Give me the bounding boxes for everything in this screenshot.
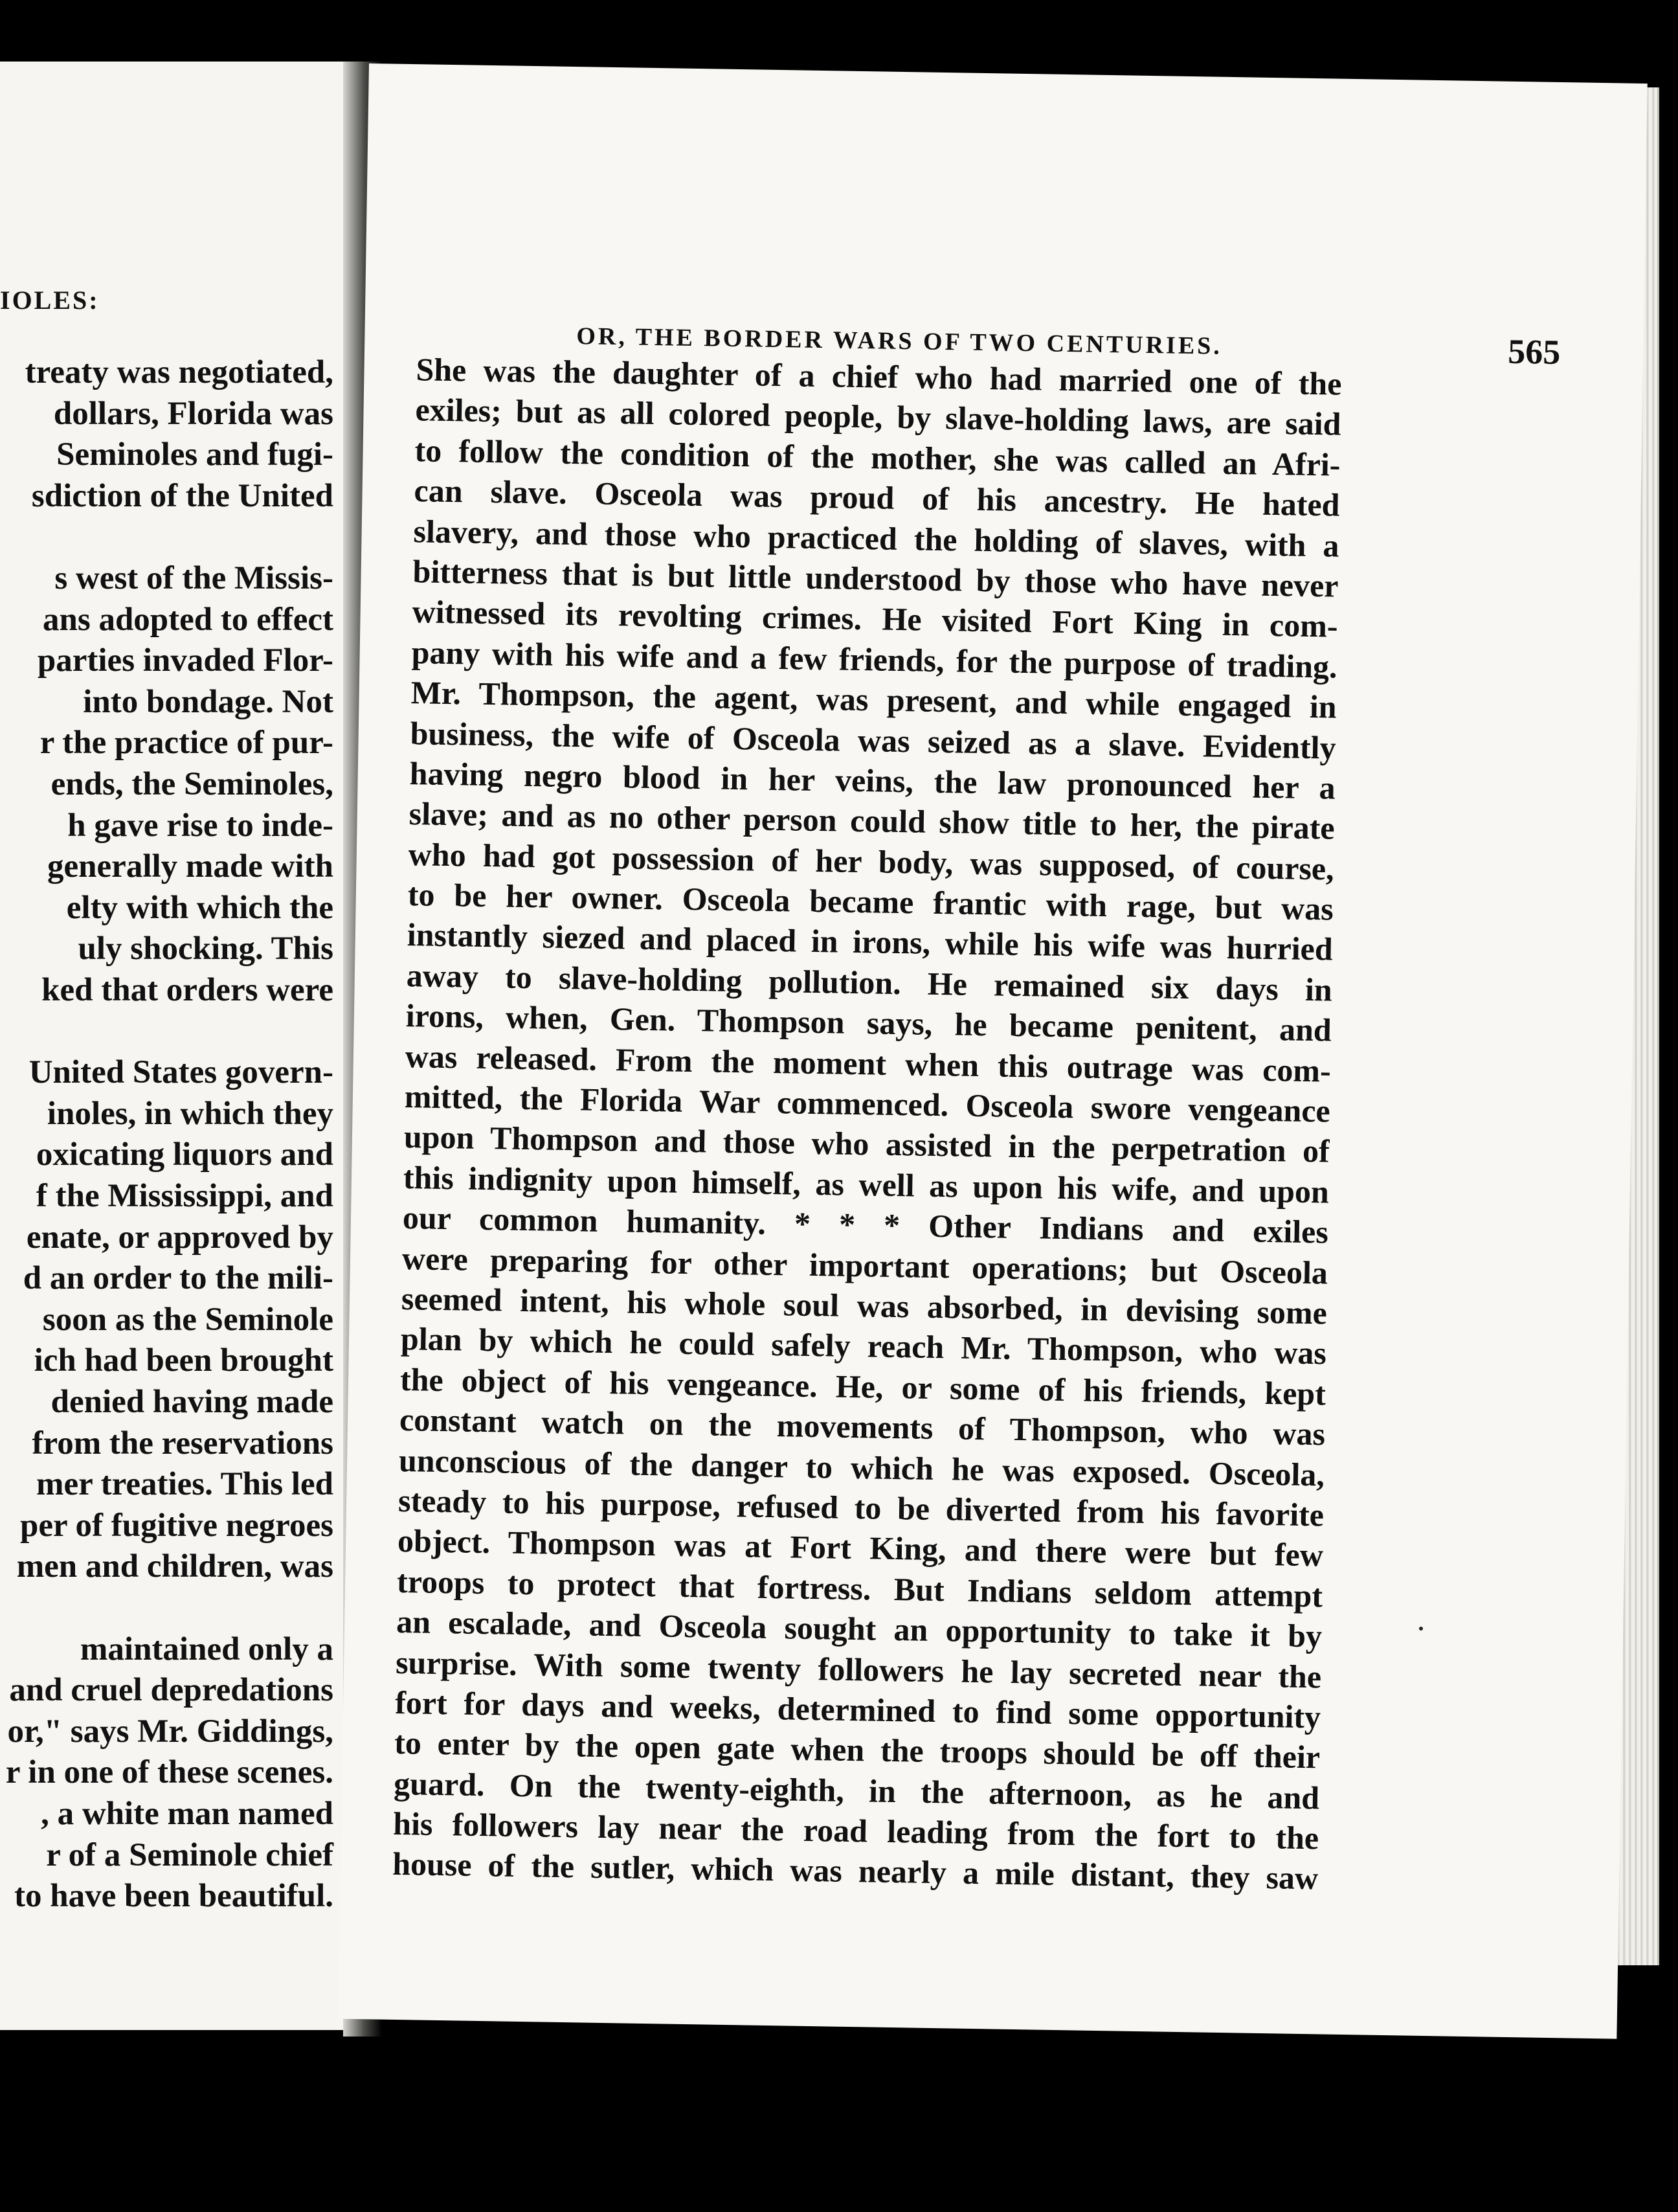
left-text-line: ked that orders were: [41, 972, 333, 1008]
text-line: to be her owner. Osceola became frantic with rage, but was: [407, 876, 1334, 927]
left-text-line: uly shocking. This: [78, 931, 333, 967]
text-line: Mr. Thompson, the agent, was present, and while engaged in: [410, 674, 1337, 725]
text-line: slave; and as no other person could show title to her, the pirate: [408, 795, 1336, 846]
text-line: an escalade, and Osceola sought an opportunity to take it by: [396, 1603, 1323, 1654]
text-line: our common humanity. * * * Other Indians and exiles: [402, 1199, 1329, 1250]
left-text-line: per of fugitive negroes: [20, 1507, 333, 1544]
left-text-line: from the reservations: [32, 1425, 333, 1462]
text-line: was released. From the moment when this outrage was com-: [405, 1037, 1332, 1089]
left-text-line: elty with which the: [66, 889, 333, 926]
left-text-line: oxicating liquors and: [36, 1136, 333, 1173]
right-page: [339, 63, 1648, 2039]
left-running-head: IOLES:: [0, 286, 100, 315]
text-line: irons, when, Gen. Thompson says, he became penitent, and: [405, 997, 1332, 1048]
text-line: constant watch on the movements of Thompson, who was: [399, 1401, 1326, 1452]
left-text-line: into bondage. Not: [83, 683, 333, 720]
left-text-line: or," says Mr. Giddings,: [7, 1713, 333, 1750]
text-line: guard. On the twenty-eighth, in the afternoon, as he and: [393, 1765, 1320, 1816]
text-line: troops to protect that fortress. But Indians seldom attempt: [396, 1563, 1323, 1614]
text-line: pany with his wife and a few friends, for the purpose of trading.: [411, 633, 1337, 685]
left-text-line: men and children, was: [16, 1548, 333, 1585]
text-line: house of the sutler, which was nearly a mile distant, they saw: [392, 1845, 1319, 1897]
text-line: this indignity upon himself, as well as upon his wife, and upon: [403, 1158, 1330, 1210]
text-line: who had got possession of her body, was supposed, of course,: [408, 835, 1335, 887]
left-text-line: soon as the Seminole: [42, 1301, 333, 1338]
text-line: She was the daughter of a chief who had married one of the: [416, 351, 1342, 402]
left-text-line: generally made with: [47, 848, 333, 885]
text-line: seemed intent, his whole soul was absorbed, in devising some: [401, 1280, 1328, 1331]
text-line: his followers lay near the road leading from the fort to the: [392, 1805, 1319, 1857]
text-line: steady to his purpose, refused to be diverted from his favorite: [397, 1482, 1325, 1533]
left-text-line: dollars, Florida was: [53, 395, 333, 432]
left-text-line: inoles, in which they: [47, 1095, 333, 1132]
left-text-line: r of a Seminole chief: [46, 1836, 333, 1873]
left-text-line: mer treaties. This led: [36, 1466, 333, 1503]
left-text-line: s west of the Missis-: [54, 560, 333, 596]
left-text-line: parties invaded Flor-: [37, 642, 333, 679]
left-text-line: , a white man named: [41, 1796, 333, 1832]
left-text-line: treaty was negotiated,: [25, 354, 333, 390]
text-line: instantly siezed and placed in irons, while his wife was hurried: [407, 916, 1334, 968]
left-text-line: denied having made: [50, 1384, 333, 1420]
left-text-line: United States govern-: [28, 1054, 333, 1091]
page-number: 565: [1507, 332, 1561, 372]
left-text-line: sdiction of the United: [31, 477, 333, 514]
left-text-line: Seminoles and fugi-: [56, 436, 333, 473]
left-text-line: f the Mississippi, and: [36, 1178, 333, 1214]
text-line: fort for days and weeks, determined to find some opportunity: [394, 1684, 1321, 1735]
text-line: object. Thompson was at Fort King, and there were but few: [397, 1522, 1324, 1574]
left-text-line: ends, the Seminoles,: [50, 766, 333, 802]
text-line: to follow the condition of the mother, she was called an Afri-: [414, 431, 1341, 483]
text-line: surprise. With some twenty followers he lay secreted near the: [395, 1643, 1322, 1695]
text-line: bitterness that is but little understood by those who have never: [412, 553, 1339, 604]
text-line: witnessed its revolting crimes. He visited Fort King in com-: [412, 593, 1338, 644]
text-line: away to slave-holding pollution. He remained six days in: [406, 956, 1333, 1008]
left-page: [0, 62, 359, 2030]
text-line: upon Thompson and those who assisted in the perpetration of: [403, 1118, 1330, 1169]
text-line: to enter by the open gate when the troops should be off their: [394, 1724, 1321, 1776]
left-text-line: d an order to the mili-: [23, 1260, 333, 1297]
print-speck: [1419, 1627, 1423, 1631]
text-line: unconscious of the danger to which he was exposed. Osceola,: [398, 1441, 1325, 1493]
left-text-line: ich had been brought: [34, 1342, 333, 1379]
text-line: were preparing for other important operations; but Osceola: [401, 1239, 1328, 1291]
left-text-line: maintained only a: [80, 1631, 333, 1667]
body-text: [392, 349, 1342, 1899]
left-text-line: enate, or approved by: [26, 1219, 333, 1256]
running-head: [576, 317, 1561, 372]
text-line: business, the wife of Osceola was seized as a slave. Evidently: [410, 714, 1337, 766]
left-text-line: r the practice of pur-: [39, 725, 333, 762]
left-text-line: h gave rise to inde-: [67, 807, 333, 844]
left-text-line: and cruel depredations: [9, 1672, 333, 1709]
left-text-line: to have been beautiful.: [14, 1878, 333, 1915]
text-line: mitted, the Florida War commenced. Osceola swore vengeance: [404, 1078, 1331, 1129]
text-line: having negro blood in her veins, the law pronounced her a: [409, 755, 1336, 806]
text-line: plan by which he could safely reach Mr. Thompson, who was: [400, 1320, 1327, 1371]
text-line: slavery, and those who practiced the holding of slaves, with a: [413, 512, 1339, 564]
text-line: can slave. Osceola was proud of his ancestry. He hated: [414, 472, 1340, 523]
text-line: the object of his vengeance. He, or some of his friends, kept: [399, 1360, 1326, 1412]
text-line: exiles; but as all colored people, by slave-holding laws, are said: [415, 391, 1341, 443]
running-title: OR, THE BORDER WARS OF TWO CENTURIES.: [576, 322, 1223, 360]
left-text-line: ans adopted to effect: [42, 601, 333, 638]
left-text-line: r in one of these scenes.: [5, 1754, 333, 1791]
